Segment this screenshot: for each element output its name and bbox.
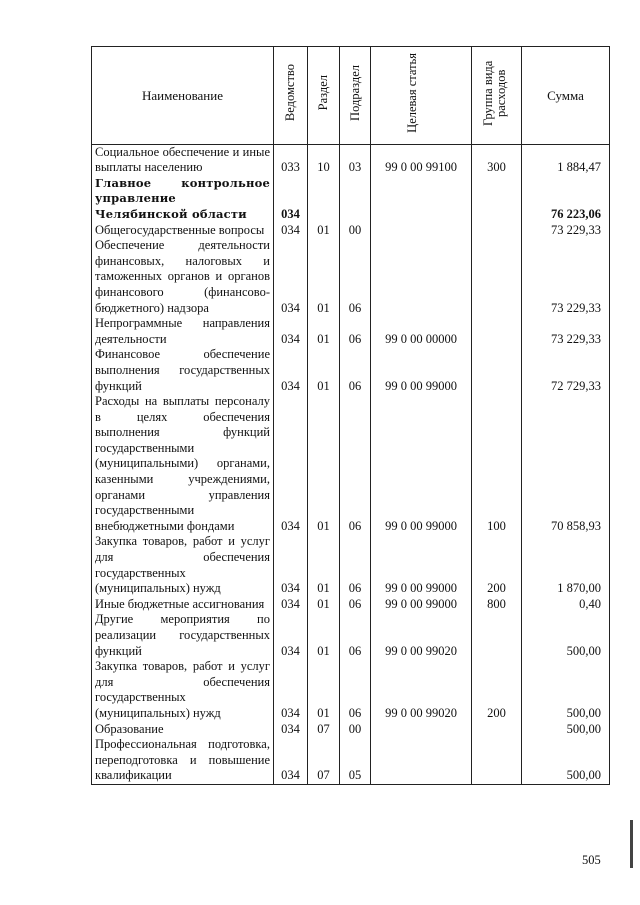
table-header-row bbox=[92, 47, 610, 145]
cell-podrazdel: 03 bbox=[340, 144, 371, 176]
cell-name: Образование bbox=[92, 722, 274, 738]
cell-razdel: 01 bbox=[308, 223, 340, 239]
cell-cel bbox=[371, 223, 472, 239]
cell-razdel: 01 bbox=[308, 316, 340, 347]
cell-cel: 99 0 00 99000 bbox=[371, 534, 472, 596]
cell-gruppa bbox=[472, 737, 522, 784]
cell-name: Иные бюджетные ассигнования bbox=[92, 597, 274, 613]
cell-summa: 0,40 bbox=[522, 597, 610, 613]
cell-ved: 034 bbox=[274, 347, 308, 394]
cell-razdel: 07 bbox=[308, 722, 340, 738]
header-name: Наименование bbox=[92, 47, 274, 145]
cell-ved: 034 bbox=[274, 659, 308, 721]
cell-summa: 76 223,06 bbox=[522, 176, 610, 223]
cell-podrazdel: 00 bbox=[340, 722, 371, 738]
table-row bbox=[92, 347, 610, 394]
table-row bbox=[92, 737, 610, 784]
cell-ved: 034 bbox=[274, 176, 308, 223]
cell-razdel: 01 bbox=[308, 534, 340, 596]
header-vedomstvo: Ведомство bbox=[274, 47, 308, 145]
cell-gruppa bbox=[472, 238, 522, 316]
header-podrazdel: Подраздел bbox=[340, 47, 371, 145]
cell-gruppa bbox=[472, 612, 522, 659]
cell-podrazdel: 05 bbox=[340, 737, 371, 784]
cell-cel: 99 0 00 99100 bbox=[371, 144, 472, 176]
cell-ved: 034 bbox=[274, 722, 308, 738]
cell-cel bbox=[371, 722, 472, 738]
cell-razdel: 01 bbox=[308, 597, 340, 613]
cell-razdel bbox=[308, 176, 340, 223]
cell-cel bbox=[371, 737, 472, 784]
cell-cel: 99 0 00 99020 bbox=[371, 612, 472, 659]
cell-ved: 034 bbox=[274, 394, 308, 534]
header-summa: Сумма bbox=[522, 47, 610, 145]
table-row bbox=[92, 144, 610, 176]
table-row bbox=[92, 316, 610, 347]
table-row bbox=[92, 597, 610, 613]
cell-ved: 033 bbox=[274, 144, 308, 176]
cell-cel: 99 0 00 99000 bbox=[371, 394, 472, 534]
table-row bbox=[92, 612, 610, 659]
cell-summa: 70 858,93 bbox=[522, 394, 610, 534]
cell-summa: 73 229,33 bbox=[522, 316, 610, 347]
cell-summa: 1 870,00 bbox=[522, 534, 610, 596]
cell-gruppa: 200 bbox=[472, 534, 522, 596]
cell-ved: 034 bbox=[274, 534, 308, 596]
cell-summa: 73 229,33 bbox=[522, 238, 610, 316]
table-row bbox=[92, 394, 610, 534]
cell-summa: 500,00 bbox=[522, 612, 610, 659]
cell-gruppa: 300 bbox=[472, 144, 522, 176]
cell-cel: 99 0 00 99000 bbox=[371, 347, 472, 394]
cell-summa: 500,00 bbox=[522, 659, 610, 721]
cell-name: Главное контрольное управление Челябинской области bbox=[92, 176, 274, 223]
cell-ved: 034 bbox=[274, 223, 308, 239]
cell-podrazdel: 06 bbox=[340, 316, 371, 347]
scan-edge-mark bbox=[630, 820, 633, 868]
cell-podrazdel bbox=[340, 176, 371, 223]
header-gruppa-vida-rashodov: Группа вида расходов bbox=[472, 47, 522, 145]
cell-gruppa bbox=[472, 316, 522, 347]
cell-razdel: 01 bbox=[308, 238, 340, 316]
cell-podrazdel: 06 bbox=[340, 394, 371, 534]
cell-podrazdel: 06 bbox=[340, 534, 371, 596]
cell-razdel: 01 bbox=[308, 659, 340, 721]
cell-summa: 500,00 bbox=[522, 737, 610, 784]
cell-razdel: 01 bbox=[308, 347, 340, 394]
cell-summa: 1 884,47 bbox=[522, 144, 610, 176]
cell-summa: 500,00 bbox=[522, 722, 610, 738]
header-celevaya-statya: Целевая статья bbox=[371, 47, 472, 145]
cell-gruppa: 200 bbox=[472, 659, 522, 721]
table-row bbox=[92, 722, 610, 738]
table-row bbox=[92, 238, 610, 316]
cell-razdel: 01 bbox=[308, 612, 340, 659]
cell-gruppa bbox=[472, 176, 522, 223]
cell-cel bbox=[371, 176, 472, 223]
table-row bbox=[92, 534, 610, 596]
cell-podrazdel: 06 bbox=[340, 597, 371, 613]
cell-name: Социальное обеспечение и иные выплаты населению bbox=[92, 144, 274, 176]
cell-podrazdel: 00 bbox=[340, 223, 371, 239]
cell-name: Профессиональная подготовка, переподготовка и повышение квалификации bbox=[92, 737, 274, 784]
cell-podrazdel: 06 bbox=[340, 347, 371, 394]
cell-gruppa bbox=[472, 347, 522, 394]
cell-name: Закупка товаров, работ и услуг для обеспечения государственных (муниципальных) нужд bbox=[92, 659, 274, 721]
cell-cel: 99 0 00 99020 bbox=[371, 659, 472, 721]
cell-cel bbox=[371, 238, 472, 316]
cell-ved: 034 bbox=[274, 737, 308, 784]
cell-name: Расходы на выплаты персоналу в целях обеспечения выполнения функций государственными (муниципальными) органами, казенными учреждениями, органами управления государственными внебюджетными фондами bbox=[92, 394, 274, 534]
cell-name: Финансовое обеспечение выполнения государственных функций bbox=[92, 347, 274, 394]
cell-razdel: 07 bbox=[308, 737, 340, 784]
cell-cel: 99 0 00 00000 bbox=[371, 316, 472, 347]
cell-name: Закупка товаров, работ и услуг для обеспечения государственных (муниципальных) нужд bbox=[92, 534, 274, 596]
header-razdel: Раздел bbox=[308, 47, 340, 145]
cell-gruppa: 100 bbox=[472, 394, 522, 534]
cell-podrazdel: 06 bbox=[340, 238, 371, 316]
cell-ved: 034 bbox=[274, 316, 308, 347]
budget-table-container bbox=[91, 46, 609, 785]
cell-ved: 034 bbox=[274, 238, 308, 316]
cell-ved: 034 bbox=[274, 597, 308, 613]
cell-razdel: 01 bbox=[308, 394, 340, 534]
cell-name: Обеспечение деятельности финансовых, налоговых и таможенных органов и органов финансового (финансово-бюджетного) надзора bbox=[92, 238, 274, 316]
cell-name: Непрограммные направления деятельности bbox=[92, 316, 274, 347]
table-row bbox=[92, 223, 610, 239]
cell-summa: 73 229,33 bbox=[522, 223, 610, 239]
cell-razdel: 10 bbox=[308, 144, 340, 176]
cell-name: Другие мероприятия по реализации государственных функций bbox=[92, 612, 274, 659]
cell-podrazdel: 06 bbox=[340, 659, 371, 721]
table-row bbox=[92, 176, 610, 223]
cell-ved: 034 bbox=[274, 612, 308, 659]
cell-gruppa bbox=[472, 722, 522, 738]
cell-podrazdel: 06 bbox=[340, 612, 371, 659]
cell-gruppa: 800 bbox=[472, 597, 522, 613]
budget-table bbox=[91, 46, 610, 785]
cell-summa: 72 729,33 bbox=[522, 347, 610, 394]
table-body bbox=[92, 144, 610, 784]
cell-gruppa bbox=[472, 223, 522, 239]
cell-name: Общегосударственные вопросы bbox=[92, 223, 274, 239]
table-row bbox=[92, 659, 610, 721]
cell-cel: 99 0 00 99000 bbox=[371, 597, 472, 613]
page-number: 505 bbox=[582, 853, 601, 867]
